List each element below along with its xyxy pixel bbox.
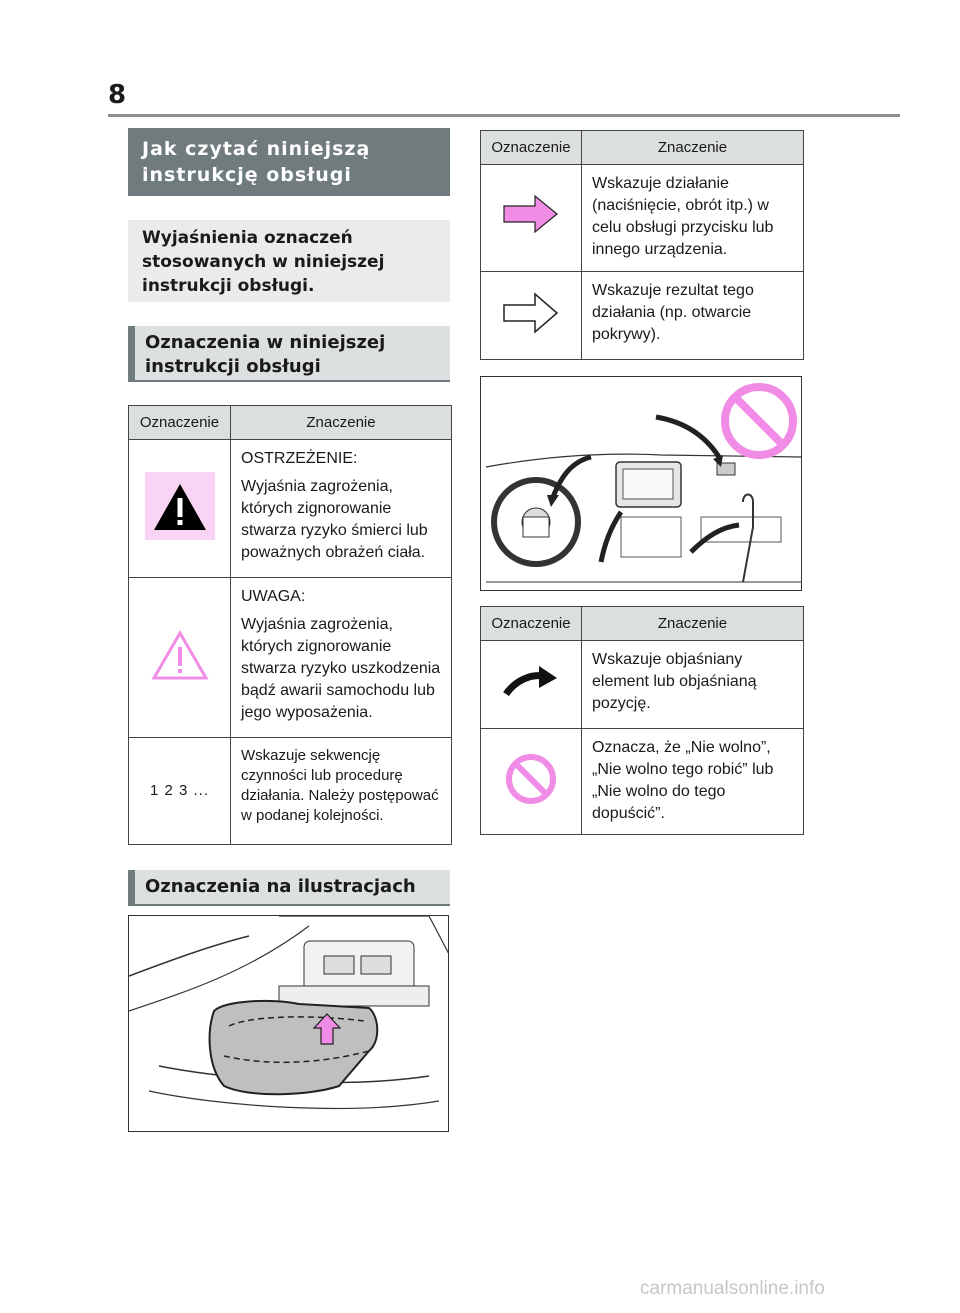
prohibition-text: Oznacza, że „Nie wolno”, „Nie wolno tego robić” lub „Nie wolno do tego dopuścić”. (582, 729, 804, 835)
column-header-mark: Oznaczenie (481, 131, 582, 165)
column-header-meaning: Znaczenie (231, 406, 452, 440)
arrows-table (480, 130, 804, 360)
filled-arrow-text: Wskazuje działanie (naciśnięcie, obrót itp.) w celu obsługi przycisku lub innego urządzenia. (582, 165, 804, 272)
sequence-text: Wskazuje sekwencję czynności lub procedurę działania. Należy postępować w podanej kolejności. (241, 747, 439, 824)
section-heading-symbols: Oznaczenia w niniejszej instrukcji obsługi (128, 326, 450, 382)
caution-label: UWAGA: (241, 588, 306, 605)
page-title: Jak czytać niniejszą instrukcję obsługi (128, 128, 450, 196)
dashboard-illustration (480, 376, 802, 591)
table-row (129, 440, 452, 578)
table-row (481, 272, 804, 360)
curved-pointer-arrow-icon (501, 662, 561, 702)
warning-text: Wyjaśnia zagrożenia, których zignorowanie stwarza ryzyko śmierci lub poważnych obrażeń ciała. (241, 478, 428, 561)
symbols-table (128, 405, 452, 845)
column-header-meaning: Znaczenie (582, 607, 804, 641)
column-header-mark: Oznaczenie (481, 607, 582, 641)
warning-label: OSTRZEŻENIE: (241, 450, 358, 467)
table-row (481, 729, 804, 835)
outline-arrow-text: Wskazuje rezultat tego działania (np. otwarcie pokrywy). (582, 272, 804, 360)
sequence-numbers-icon: 1 2 3 ... (149, 782, 210, 799)
prohibition-icon (504, 752, 558, 806)
table-row (129, 738, 452, 845)
caution-triangle-outline-icon (150, 628, 210, 682)
watermark: carmanualsonline.info (640, 1278, 825, 1299)
table-row (481, 165, 804, 272)
table-row (481, 641, 804, 729)
overhead-console-illustration (128, 915, 449, 1132)
pointers-table (480, 606, 804, 835)
top-divider (108, 114, 900, 117)
caution-text: Wyjaśnia zagrożenia, których zignorowanie stwarza ryzyko uszkodzenia bądź awarii samochodu lub jego wyposażenia. (241, 616, 441, 721)
table-row (129, 578, 452, 738)
intro-text: Wyjaśnienia oznaczeń stosowanych w niniejszej instrukcji obsługi. (128, 220, 450, 302)
column-header-meaning: Znaczenie (582, 131, 804, 165)
filled-arrow-icon (501, 192, 561, 240)
section-heading-illustrations: Oznaczenia na ilustracjach (128, 870, 450, 906)
page-number: 8 (108, 80, 127, 110)
pointer-text: Wskazuje objaśniany element lub objaśnianą pozycję. (582, 641, 804, 729)
column-header-mark: Oznaczenie (129, 406, 231, 440)
outline-arrow-icon (501, 289, 561, 337)
warning-triangle-filled-icon (145, 472, 215, 540)
